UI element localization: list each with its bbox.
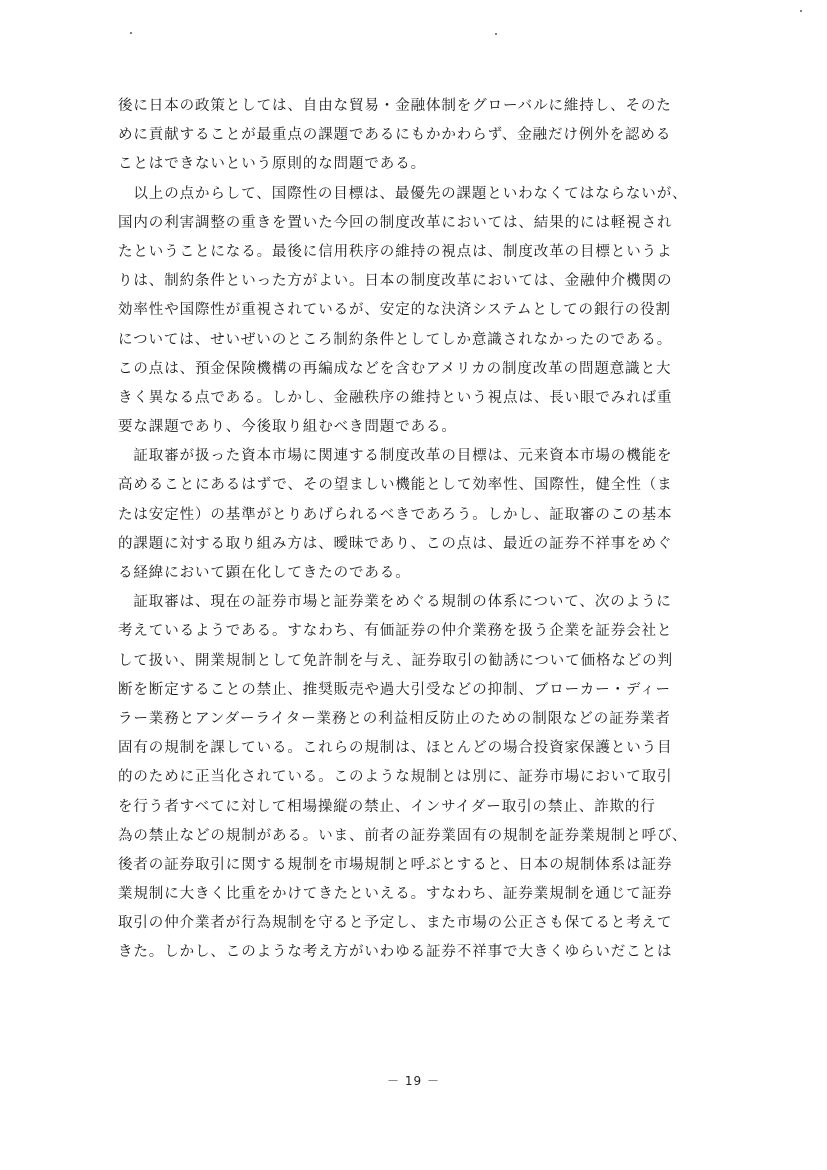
scan-speck: [800, 10, 802, 12]
text-line: ことはできないという原則的な問題である。: [118, 156, 426, 173]
text-line: 要な課題であり、今後取り組むべき問題である。: [118, 419, 457, 436]
text-line: 業規制に大きく比重をかけてきたといえる。すなわち、証券業規制を通じて証券: [118, 886, 673, 903]
text-line: きく異なる点である。しかし、金融秩序の維持という視点は、長い眼でみれば重: [118, 389, 673, 406]
text-line: して扱い、開業規制として免許制を与え、証券取引の勧誘について価格などの判: [118, 652, 673, 669]
text-line: 的課題に対する取り組み方は、曖昧であり、この点は、最近の証券不祥事をめぐ: [118, 535, 673, 552]
page-number: － 19 －: [387, 1074, 440, 1088]
text-line: 断を断定することの禁止、推奨販売や過大引受などの抑制、ブローカー・ディー: [118, 681, 671, 698]
text-line: 取引の仲介業者が行為規制を守ると予定し、また市場の公正さも保てると考えて: [118, 915, 673, 932]
scan-speck: [495, 33, 497, 35]
text-line: については、せいぜいのところ制約条件としてしか意識されなかったのである。: [118, 331, 673, 348]
scan-speck: [130, 32, 132, 34]
body-text: [118, 92, 718, 968]
text-line: めに貢献することが最重点の課題であるにもかかわらず、金融だけ例外を認める: [118, 127, 672, 144]
text-line: 証取審が扱った資本市場に関連する制度改革の目標は、元来資本市場の機能を: [118, 448, 673, 465]
text-line: ラー業務とアンダーライター業務との利益相反防止のための制限などの証券業者: [118, 710, 671, 727]
text-line: たということになる。最後に信用秩序の維持の視点は、制度改革の目標というよ: [118, 243, 673, 260]
text-line: 後者の証券取引に関する規制を市場規制と呼ぶとすると、日本の規制体系は証券: [118, 856, 673, 873]
text-line: 考えているようである。すなわち、有価証券の仲介業務を扱う企業を証券会社と: [118, 623, 673, 640]
text-line: 以上の点からして、国際性の目標は、最優先の課題といわなくてはならないが、: [118, 185, 688, 202]
text-line: きた。しかし、このような考え方がいわゆる証券不祥事で大きくゆらいだことは: [118, 944, 673, 961]
text-line: たは安定性）の基準がとりあげられるべきであろう。しかし、証取審のこの基本: [118, 506, 673, 523]
text-line: 為の禁止などの規制がある。いま、前者の証券業固有の規制を証券業規制と呼び、: [118, 827, 688, 844]
text-line: 固有の規制を課している。これらの規制は、ほとんどの場合投資家保護という目: [118, 740, 673, 757]
text-line: 的のために正当化されている。このような規制とは別に、証券市場において取引: [118, 769, 673, 786]
text-line: この点は、預金保険機構の再編成などを含むアメリカの制度改革の問題意識と大: [118, 360, 672, 377]
text-line: 国内の利害調整の重きを置いた今回の制度改革においては、結果的には軽視され: [118, 214, 673, 231]
text-line: を行う者すべてに対して相場操縦の禁止、インサイダー取引の禁止、詐欺的行: [118, 798, 656, 815]
text-line: 証取審は、現在の証券市場と証券業をめぐる規制の体系について、次のように: [118, 594, 672, 611]
text-line: りは、制約条件といった方がよい。日本の制度改革においては、金融仲介機関の: [118, 273, 673, 290]
text-line: る経緯において顕在化してきたのである。: [118, 565, 411, 581]
text-line: 効率性や国際性が重視されているが、安定的な決済システムとしての銀行の役割: [118, 302, 671, 319]
text-line: 後に日本の政策としては、自由な貿易・金融体制をグローバルに維持し、そのた: [118, 98, 672, 114]
text-line: 高めることにあるはずで、その望ましい機能として効率性、国際性，健全性（ま: [118, 477, 673, 494]
